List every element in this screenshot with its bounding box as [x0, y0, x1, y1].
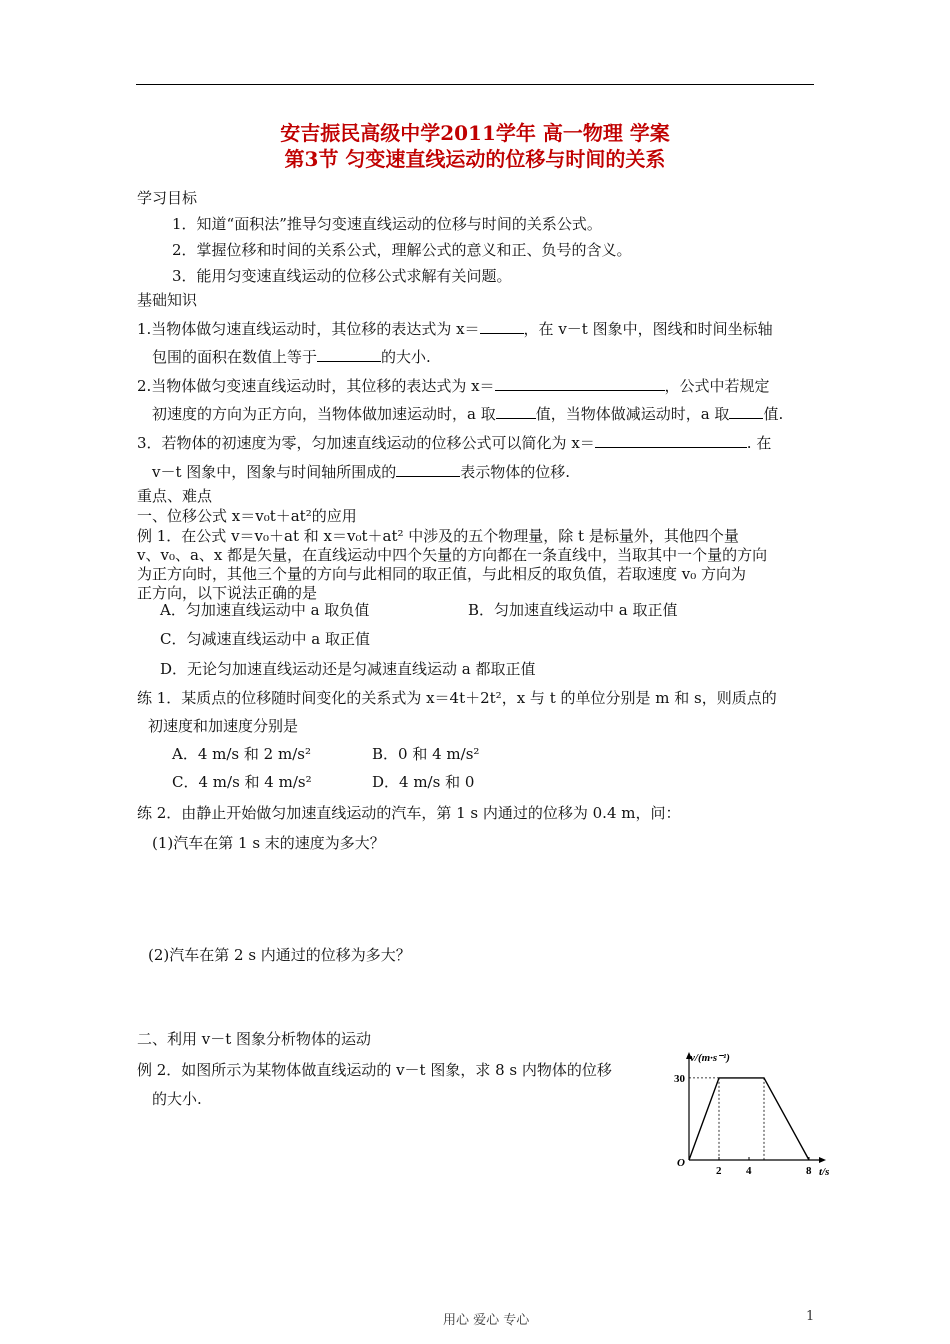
x-axis-label: t/s [819, 1166, 830, 1176]
example2-text: 的大小. [152, 1090, 202, 1108]
example1-text: 例 1．在公式 v＝v₀＋at 和 x＝v₀t＋at² 中涉及的五个物理量，除 t 是标量外，其他四个量 [137, 527, 739, 545]
series-line [689, 1078, 809, 1160]
practice2-text: 练 2．由静止开始做匀加速直线运动的汽车，第 1 s 内通过的位移为 0.4 m，问： [137, 804, 681, 822]
answer-blank[interactable] [317, 347, 381, 362]
basics-q1: 1.当物体做匀速直线运动时，其位移的表达式为 x＝ ，在 v－t 图象中，图线和时间坐标轴 [137, 320, 773, 338]
basics-q1-cont: 包围的面积在数值上等于 的大小. [152, 348, 431, 366]
basics-q2-cont: 初速度的方向为正方向，当物体做加速运动时，a 取 值，当物体做减运动时，a 取 值. [152, 405, 784, 423]
objective-item: 1．知道“面积法”推导匀变速直线运动的位移与时间的关系公式。 [172, 215, 602, 233]
page-subtitle: 第3节 匀变速直线运动的位移与时间的关系 [284, 147, 666, 171]
objective-item: 2．掌握位移和时间的关系公式，理解公式的意义和正、负号的含义。 [172, 241, 632, 259]
answer-blank[interactable] [495, 376, 665, 391]
x-tick-label: 2 [716, 1165, 722, 1176]
option-a: A．匀加速直线运动中 a 取负值 [160, 601, 370, 619]
objective-item: 3．能用匀变速直线运动的位移公式求解有关问题。 [172, 267, 512, 285]
y-tick-label: 30 [674, 1072, 685, 1085]
footer-text: 用心 爱心 专心 [443, 1313, 530, 1328]
option-d: D．无论匀加速直线运动还是匀减速直线运动 a 都取正值 [160, 660, 536, 678]
practice2-question: (2)汽车在第 2 s 内通过的位移为多大？ [148, 946, 411, 964]
option-b: B．0 和 4 m/s² [372, 745, 480, 763]
practice1-text: 练 1．某质点的位移随时间变化的关系式为 x＝4t＋2t²，x 与 t 的单位分别是 m 和 s，则质点的 [137, 689, 777, 707]
answer-blank[interactable] [396, 462, 460, 477]
option-a: A．4 m/s 和 2 m/s² [172, 745, 311, 763]
x-axis-arrow [819, 1157, 826, 1163]
answer-blank[interactable] [496, 404, 536, 419]
practice2-question: (1)汽车在第 1 s 末的速度为多大？ [152, 834, 385, 852]
option-c: C．匀减速直线运动中 a 取正值 [160, 630, 370, 648]
answer-blank[interactable] [595, 433, 747, 448]
page-title: 安吉振民高级中学2011学年 高一物理 学案 [280, 121, 670, 145]
option-c: C．4 m/s 和 4 m/s² [172, 773, 312, 791]
page-number: 1 [806, 1309, 815, 1324]
y-axis-label: v/(m·s⁻¹) [690, 1052, 730, 1064]
origin-label: O [677, 1157, 685, 1169]
basics-q3-cont: v－t 图象中，图象与时间轴所围成的 表示物体的位移. [152, 463, 571, 481]
option-d: D．4 m/s 和 0 [372, 773, 475, 791]
objectives-heading: 学习目标 [137, 189, 198, 207]
x-tick-label: 8 [806, 1165, 812, 1176]
practice1-text: 初速度和加速度分别是 [148, 717, 299, 735]
example1-text: 为正方向时，其他三个量的方向与此相同的取正值，与此相反的取负值，若取速度 v₀ 方向为 [137, 565, 747, 583]
section-heading: 一、位移公式 x＝v₀t＋at²的应用 [137, 507, 357, 525]
basics-heading: 基础知识 [137, 291, 198, 309]
basics-q3: 3．若物体的初速度为零，匀加速直线运动的位移公式可以简化为 x＝ . 在 [137, 434, 772, 452]
answer-blank[interactable] [480, 319, 524, 334]
answer-blank[interactable] [729, 404, 763, 419]
header-rule [136, 84, 814, 85]
section-heading: 二、利用 v－t 图象分析物体的运动 [137, 1030, 372, 1048]
option-b: B．匀加速直线运动中 a 取正值 [468, 601, 678, 619]
basics-q2: 2.当物体做匀变速直线运动时，其位移的表达式为 x＝ ，公式中若规定 [137, 377, 770, 395]
keypoints-heading: 重点、难点 [137, 487, 213, 505]
x-tick-label: 4 [746, 1165, 752, 1176]
example2-text: 例 2．如图所示为某物体做直线运动的 v－t 图象，求 8 s 内物体的位移 [137, 1061, 612, 1079]
vt-chart [672, 1048, 842, 1176]
example1-text: 正方向，以下说法正确的是 [137, 584, 318, 602]
example1-text: v、v₀、a、x 都是矢量，在直线运动中四个矢量的方向都在一条直线中，当取其中一个量的方向 [137, 546, 768, 564]
